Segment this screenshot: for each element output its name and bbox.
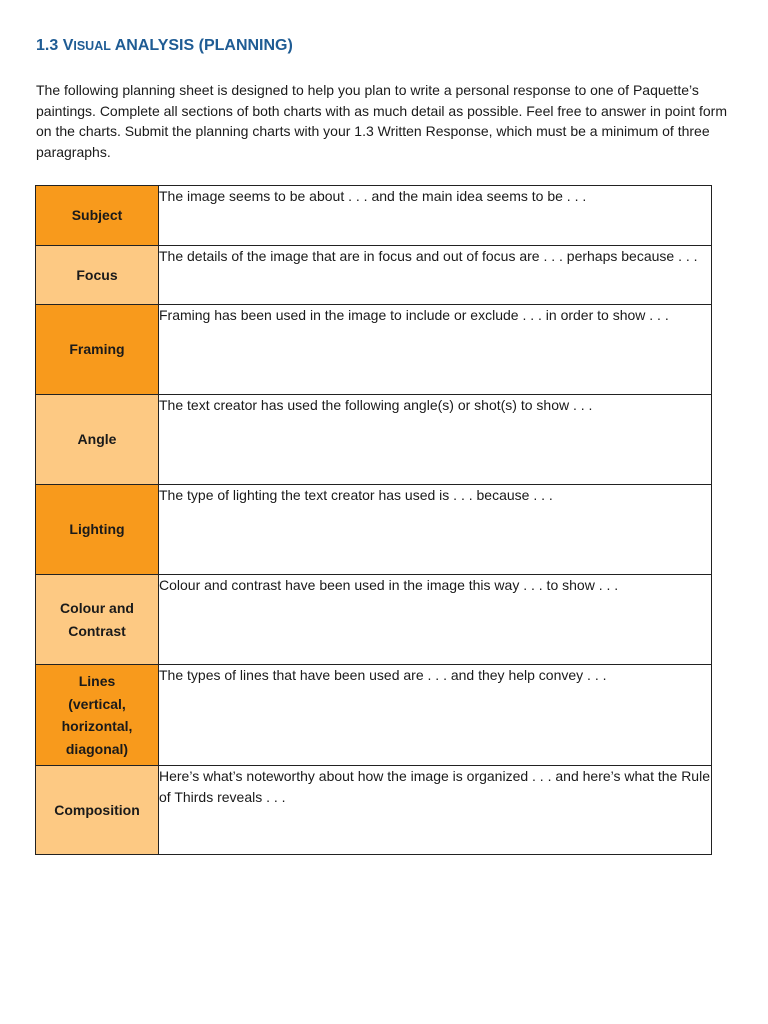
- row-prompt-focus[interactable]: The details of the image that are in focus and out of focus are . . . perhaps because . . .: [159, 246, 712, 305]
- row-label-lighting: Lighting: [36, 485, 159, 575]
- chart-row-composition: [36, 766, 712, 855]
- page-title: [36, 37, 293, 55]
- chart-row-lighting: [36, 485, 712, 575]
- row-label-composition: Composition: [36, 766, 159, 855]
- title-number: 1.3: [36, 37, 59, 54]
- row-label-framing: Framing: [36, 305, 159, 395]
- chart-row-subject: [36, 186, 712, 246]
- chart-row-colour-contrast: [36, 575, 712, 665]
- chart-row-focus: [36, 246, 712, 305]
- title-rest: ANALYSIS (PLANNING): [114, 37, 293, 54]
- row-prompt-lines[interactable]: The types of lines that have been used are . . . and they help convey . . .: [159, 665, 712, 766]
- row-label-focus: Focus: [36, 246, 159, 305]
- title-word-rest: ISUAL: [73, 39, 111, 53]
- row-prompt-framing[interactable]: Framing has been used in the image to include or exclude . . . in order to show . . .: [159, 305, 712, 395]
- chart-row-lines: [36, 665, 712, 766]
- row-label-angle: Angle: [36, 395, 159, 485]
- row-prompt-colour-contrast[interactable]: Colour and contrast have been used in the image this way . . . to show . . .: [159, 575, 712, 665]
- row-prompt-composition[interactable]: Here’s what’s noteworthy about how the image is organized . . . and here’s what the Rule of Thirds reveals . . .: [159, 766, 712, 855]
- row-prompt-subject[interactable]: The image seems to be about . . . and the main idea seems to be . . .: [159, 186, 712, 246]
- planning-chart: [35, 185, 712, 855]
- row-label-subject: Subject: [36, 186, 159, 246]
- row-prompt-angle[interactable]: The text creator has used the following angle(s) or shot(s) to show . . .: [159, 395, 712, 485]
- title-word-initial: V: [62, 37, 74, 54]
- chart-row-framing: [36, 305, 712, 395]
- intro-paragraph: The following planning sheet is designed to help you plan to write a personal response to one of Paquette’s paintings. Complete all sections of both charts with as much detail as possible. Feel free to answer in point form on the charts. Submit the planning charts with your 1.3 Written Response, which must be a minimum of three paragraphs.: [36, 82, 728, 160]
- row-label-lines: Lines (vertical, horizontal, diagonal): [36, 665, 159, 766]
- row-prompt-lighting[interactable]: The type of lighting the text creator has used is . . . because . . .: [159, 485, 712, 575]
- row-label-colour-contrast: Colour and Contrast: [36, 575, 159, 665]
- chart-row-angle: [36, 395, 712, 485]
